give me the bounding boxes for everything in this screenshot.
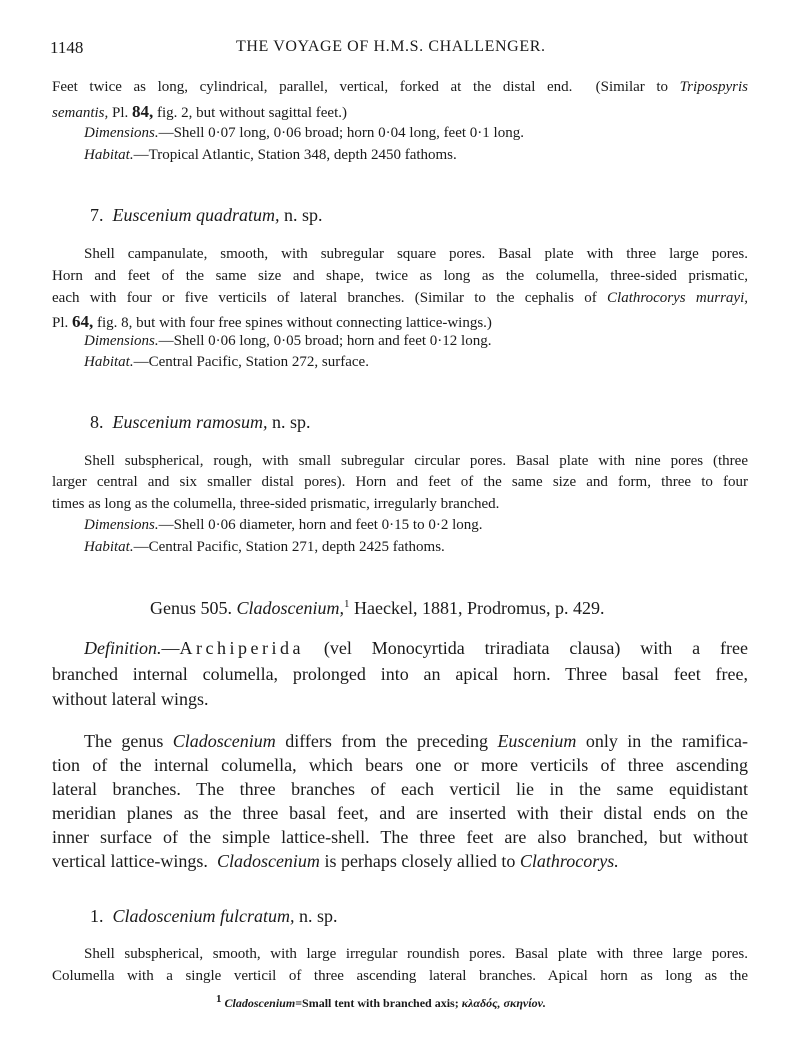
footnote-reference: 1 <box>344 598 350 610</box>
running-title: THE VOYAGE OF H.M.S. CHALLENGER. <box>236 38 546 55</box>
prev-species-line-1: Feet twice as long, cylindrical, parallel, vertical, forked at the distal end. (Similar to Tripospyris <box>52 79 748 95</box>
species-8-dimensions: Dimensions.—Shell 0·06 diameter, horn and feet 0·15 to 0·2 long. <box>84 517 483 533</box>
species-1-line-1: Shell subspherical, smooth, with large irregular roundish pores. Basal plate with three large pores. <box>84 946 748 962</box>
species-7-line-1: Shell campanulate, smooth, with subregular square pores. Basal plate with three large pores. <box>84 246 748 262</box>
species-7-line-3: each with four or five verticils of lateral branches. (Similar to the cephalis of Clathrocorys murrayi, <box>52 290 748 306</box>
species-8-line-1: Shell subspherical, rough, with small subregular circular pores. Basal plate with nine pores (three <box>84 453 748 469</box>
species-8-heading: 8. Euscenium ramosum, n. sp. <box>90 412 311 432</box>
discussion-line-6: vertical lattice-wings. Cladoscenium is perhaps closely allied to Clathrocorys. <box>52 851 619 871</box>
species-7-heading: 7. Euscenium quadratum, n. sp. <box>90 205 323 225</box>
species-7-line-4: Pl. 64, fig. 8, but with four free spines without connecting lattice-wings.) <box>52 312 492 331</box>
page-number: 1148 <box>50 38 84 57</box>
definition-line-1: Definition.—Archiperida (vel Monocyrtida triradiata clausa) with a free <box>84 638 748 658</box>
species-8-habitat: Habitat.—Central Pacific, Station 271, depth 2425 fathoms. <box>84 539 445 555</box>
species-7-habitat: Habitat.—Central Pacific, Station 272, surface. <box>84 354 369 370</box>
prev-species-line-2: semantis, Pl. 84, fig. 2, but without sagittal feet.) <box>52 102 347 121</box>
species-7-line-2: Horn and feet of the same size and shape, twice as long as the columella, three-sided prismatic, <box>52 268 748 284</box>
discussion-line-4: meridian planes as the three basal feet, and are inserted with their distal ends on the <box>52 803 748 823</box>
genus-heading: Genus 505. Cladoscenium,$^1$ Haeckel, 1881, Prodromus, p. 429. <box>150 598 605 618</box>
discussion-line-3: lateral branches. The three branches of each verticil lie in the same equidistant <box>52 779 748 799</box>
prev-species-dimensions: Dimensions.—Shell 0·07 long, 0·06 broad; horn 0·04 long, feet 0·1 long. <box>84 125 524 141</box>
species-1-heading: 1. Cladoscenium fulcratum, n. sp. <box>90 906 338 926</box>
species-8-line-3: times as long as the columella, three-sided prismatic, irregularly branched. <box>52 496 500 512</box>
species-7-dimensions: Dimensions.—Shell 0·06 long, 0·05 broad; horn and feet 0·12 long. <box>84 333 492 349</box>
discussion-line-2: tion of the internal columella, which bears one or more verticils of three ascending <box>52 755 748 775</box>
species-1-line-2: Columella with a single verticil of three ascending lateral branches. Apical horn as long as the <box>52 968 748 984</box>
definition-line-3: without lateral wings. <box>52 689 209 709</box>
footnote: 1 Cladoscenium=Small tent with branched axis; κλαδός, σκηνίον. <box>216 993 546 1010</box>
definition-line-2: branched internal columella, prolonged into an apical horn. Three basal feet free, <box>52 664 748 684</box>
species-8-line-2: larger central and six smaller distal pores). Horn and feet of the same size and form, three to four <box>52 474 748 490</box>
discussion-line-5: inner surface of the simple lattice-shell. The three feet are also branched, but without <box>52 827 748 847</box>
discussion-line-1: The genus Cladoscenium differs from the preceding Euscenium only in the ramifica- <box>84 731 748 751</box>
prev-species-habitat: Habitat.—Tropical Atlantic, Station 348, depth 2450 fathoms. <box>84 147 457 163</box>
